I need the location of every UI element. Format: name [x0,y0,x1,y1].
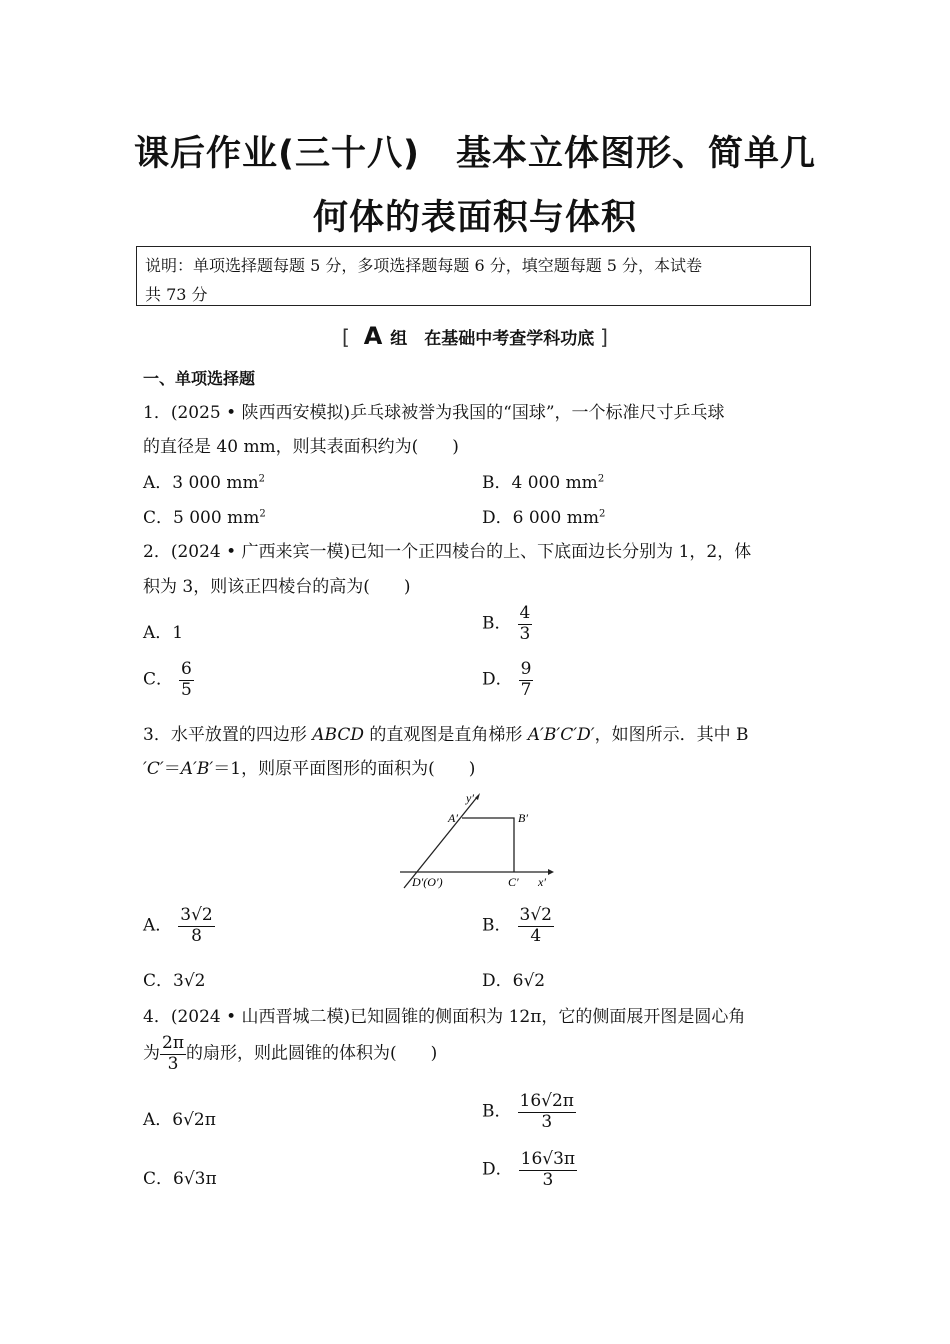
q4-option-d-label: D． [482,1159,513,1180]
q4-stem-fraction [160,1034,186,1074]
q1-option-a-sup: 2 [258,473,265,485]
q2-option-b-fraction [518,604,533,644]
q2-option-c-fraction [179,660,194,700]
q3-quad-name: ABCD [312,725,364,745]
q2-option-c-num: 6 [181,659,192,679]
q4-option-b-den: 3 [541,1111,553,1132]
page-title-line-2: 何体的表面积与体积 [312,198,637,238]
q2-stem-line-2: 积为 3，则该正四棱台的高为( ) [143,577,411,597]
q2-option-d-den: 7 [520,679,532,700]
q2-stem-line-1: 2．(2024 • 广西来宾一模)已知一个正四棱台的上、下底面边长分别为 1，2，体 [143,542,752,562]
q1-option-c[interactable] [143,503,266,528]
group-a-heading [0,322,950,350]
q3-equals: ＝ [163,759,181,779]
q3-option-d[interactable]: D．6√2 [482,971,546,991]
q1-option-d-sup: 2 [598,508,606,520]
q3-trapezoid-name: A′B′C′D′ [527,725,595,745]
q1-option-b-sup: 2 [597,473,605,485]
q2-option-c[interactable] [143,660,194,700]
q3-stem-line-1 [143,720,749,745]
group-open-bracket: [ [342,325,350,349]
q2-option-d[interactable] [482,660,533,700]
q3-option-a-den: 8 [191,925,202,946]
q4-stem-pre: 为 [143,1043,160,1064]
q2-option-c-den: 5 [181,679,192,700]
instructions-box [136,246,811,306]
instructions-line-2: 共 73 分 [145,285,208,304]
x-axis-arrow-icon [548,869,554,875]
q4-stem-post: 的扇形，则此圆锥的体积为( ) [186,1043,438,1064]
q1-option-d-text: D．6 000 mm [482,508,599,528]
q2-option-d-fraction [519,660,534,700]
q2-option-b-den: 3 [519,623,531,644]
trapezoid-edges [462,818,514,872]
q3-option-b-label: B． [482,915,512,936]
q4-stem-num: 2π [162,1033,184,1053]
q1-option-b[interactable] [482,468,604,493]
q1-option-b-text: B．4 000 mm [482,473,598,493]
q3-segment-1: C′ [146,759,164,779]
q2-option-d-num: 9 [520,659,532,679]
q4-stem-line-2 [143,1034,437,1074]
q4-option-c[interactable]: C．6√3π [143,1169,217,1189]
q1-option-d[interactable] [482,503,605,528]
q1-option-a-text: A．3 000 mm [143,473,259,493]
q4-option-b-fraction [518,1092,576,1132]
point-a-label: A′ [448,811,458,825]
q4-option-d-fraction [519,1150,577,1190]
q4-option-b-label: B． [482,1101,512,1122]
q2-option-b-num: 4 [519,603,531,623]
q3-option-a-fraction [178,906,214,946]
q4-stem-line-1: 4．(2024 • 山西晋城二模)已知圆锥的侧面积为 12π，它的侧面展开图是圆心角 [143,1007,746,1027]
q4-option-b-num: 16√2π [519,1091,574,1111]
q3-option-a[interactable] [143,906,215,946]
page-title-line-1: 课后作业(三十八) 基本立体图形、简单几 [134,134,816,174]
q3-option-b-fraction [518,906,554,946]
q1-option-c-sup: 2 [259,508,266,520]
q3-option-b[interactable] [482,906,554,946]
q1-stem-line-2: 的直径是 40 mm，则其表面积约为( ) [143,437,459,457]
group-badge: A [363,322,383,350]
q1-option-a[interactable] [143,468,265,493]
q3-option-b-num: 3√2 [519,905,552,925]
q3-prime: ′ [143,759,147,779]
q3-segment-2: A′B′ [180,759,214,779]
q3-stem-post: ，如图所示．其中 B [594,725,749,745]
q3-stem-line-2 [143,754,475,779]
q3-option-c[interactable]: C．3√2 [143,971,206,991]
y-axis-label: y′ [466,791,474,805]
q1-option-c-text: C．5 000 mm [143,508,260,528]
x-axis-label: x′ [538,875,546,889]
q4-option-d[interactable] [482,1150,577,1190]
q3-option-b-den: 4 [530,925,542,946]
q4-option-d-den: 3 [542,1169,554,1190]
instructions-line-1: 说明：单项选择题每题 5 分，多项选择题每题 6 分，填空题每题 5 分，本试卷 [145,256,703,275]
q3-stem-mid: 的直观图是直角梯形 [363,725,528,745]
q3-figure [396,788,556,894]
group-close-bracket: ] [600,325,608,349]
q2-option-b[interactable] [482,604,532,644]
q3-stem-pre: 3．水平放置的四边形 [143,725,313,745]
q2-option-b-label: B． [482,613,512,634]
section-heading: 一、单项选择题 [143,369,256,388]
q2-option-c-label: C． [143,669,174,690]
q1-stem-line-1: 1．(2025 • 陕西西安模拟)乒乓球被誉为我国的“国球”，一个标准尺寸乒乓球 [143,403,725,423]
q4-option-b[interactable] [482,1092,576,1132]
point-d-label: D′(O′) [412,875,443,889]
q3-stem-end: ＝1，则原平面图形的面积为( ) [213,759,476,779]
point-c-label: C′ [508,875,519,889]
group-label: 组 在基础中考查学科功底 [390,329,595,349]
point-b-label: B′ [518,811,528,825]
q2-option-a[interactable]: A．1 [143,623,184,643]
q2-option-d-label: D． [482,669,513,690]
q3-option-a-label: A． [143,915,173,936]
q4-stem-den: 3 [167,1053,179,1074]
q4-option-a[interactable]: A．6√2π [143,1110,216,1130]
q4-option-d-num: 16√3π [520,1149,576,1169]
q3-option-a-num: 3√2 [180,905,213,925]
